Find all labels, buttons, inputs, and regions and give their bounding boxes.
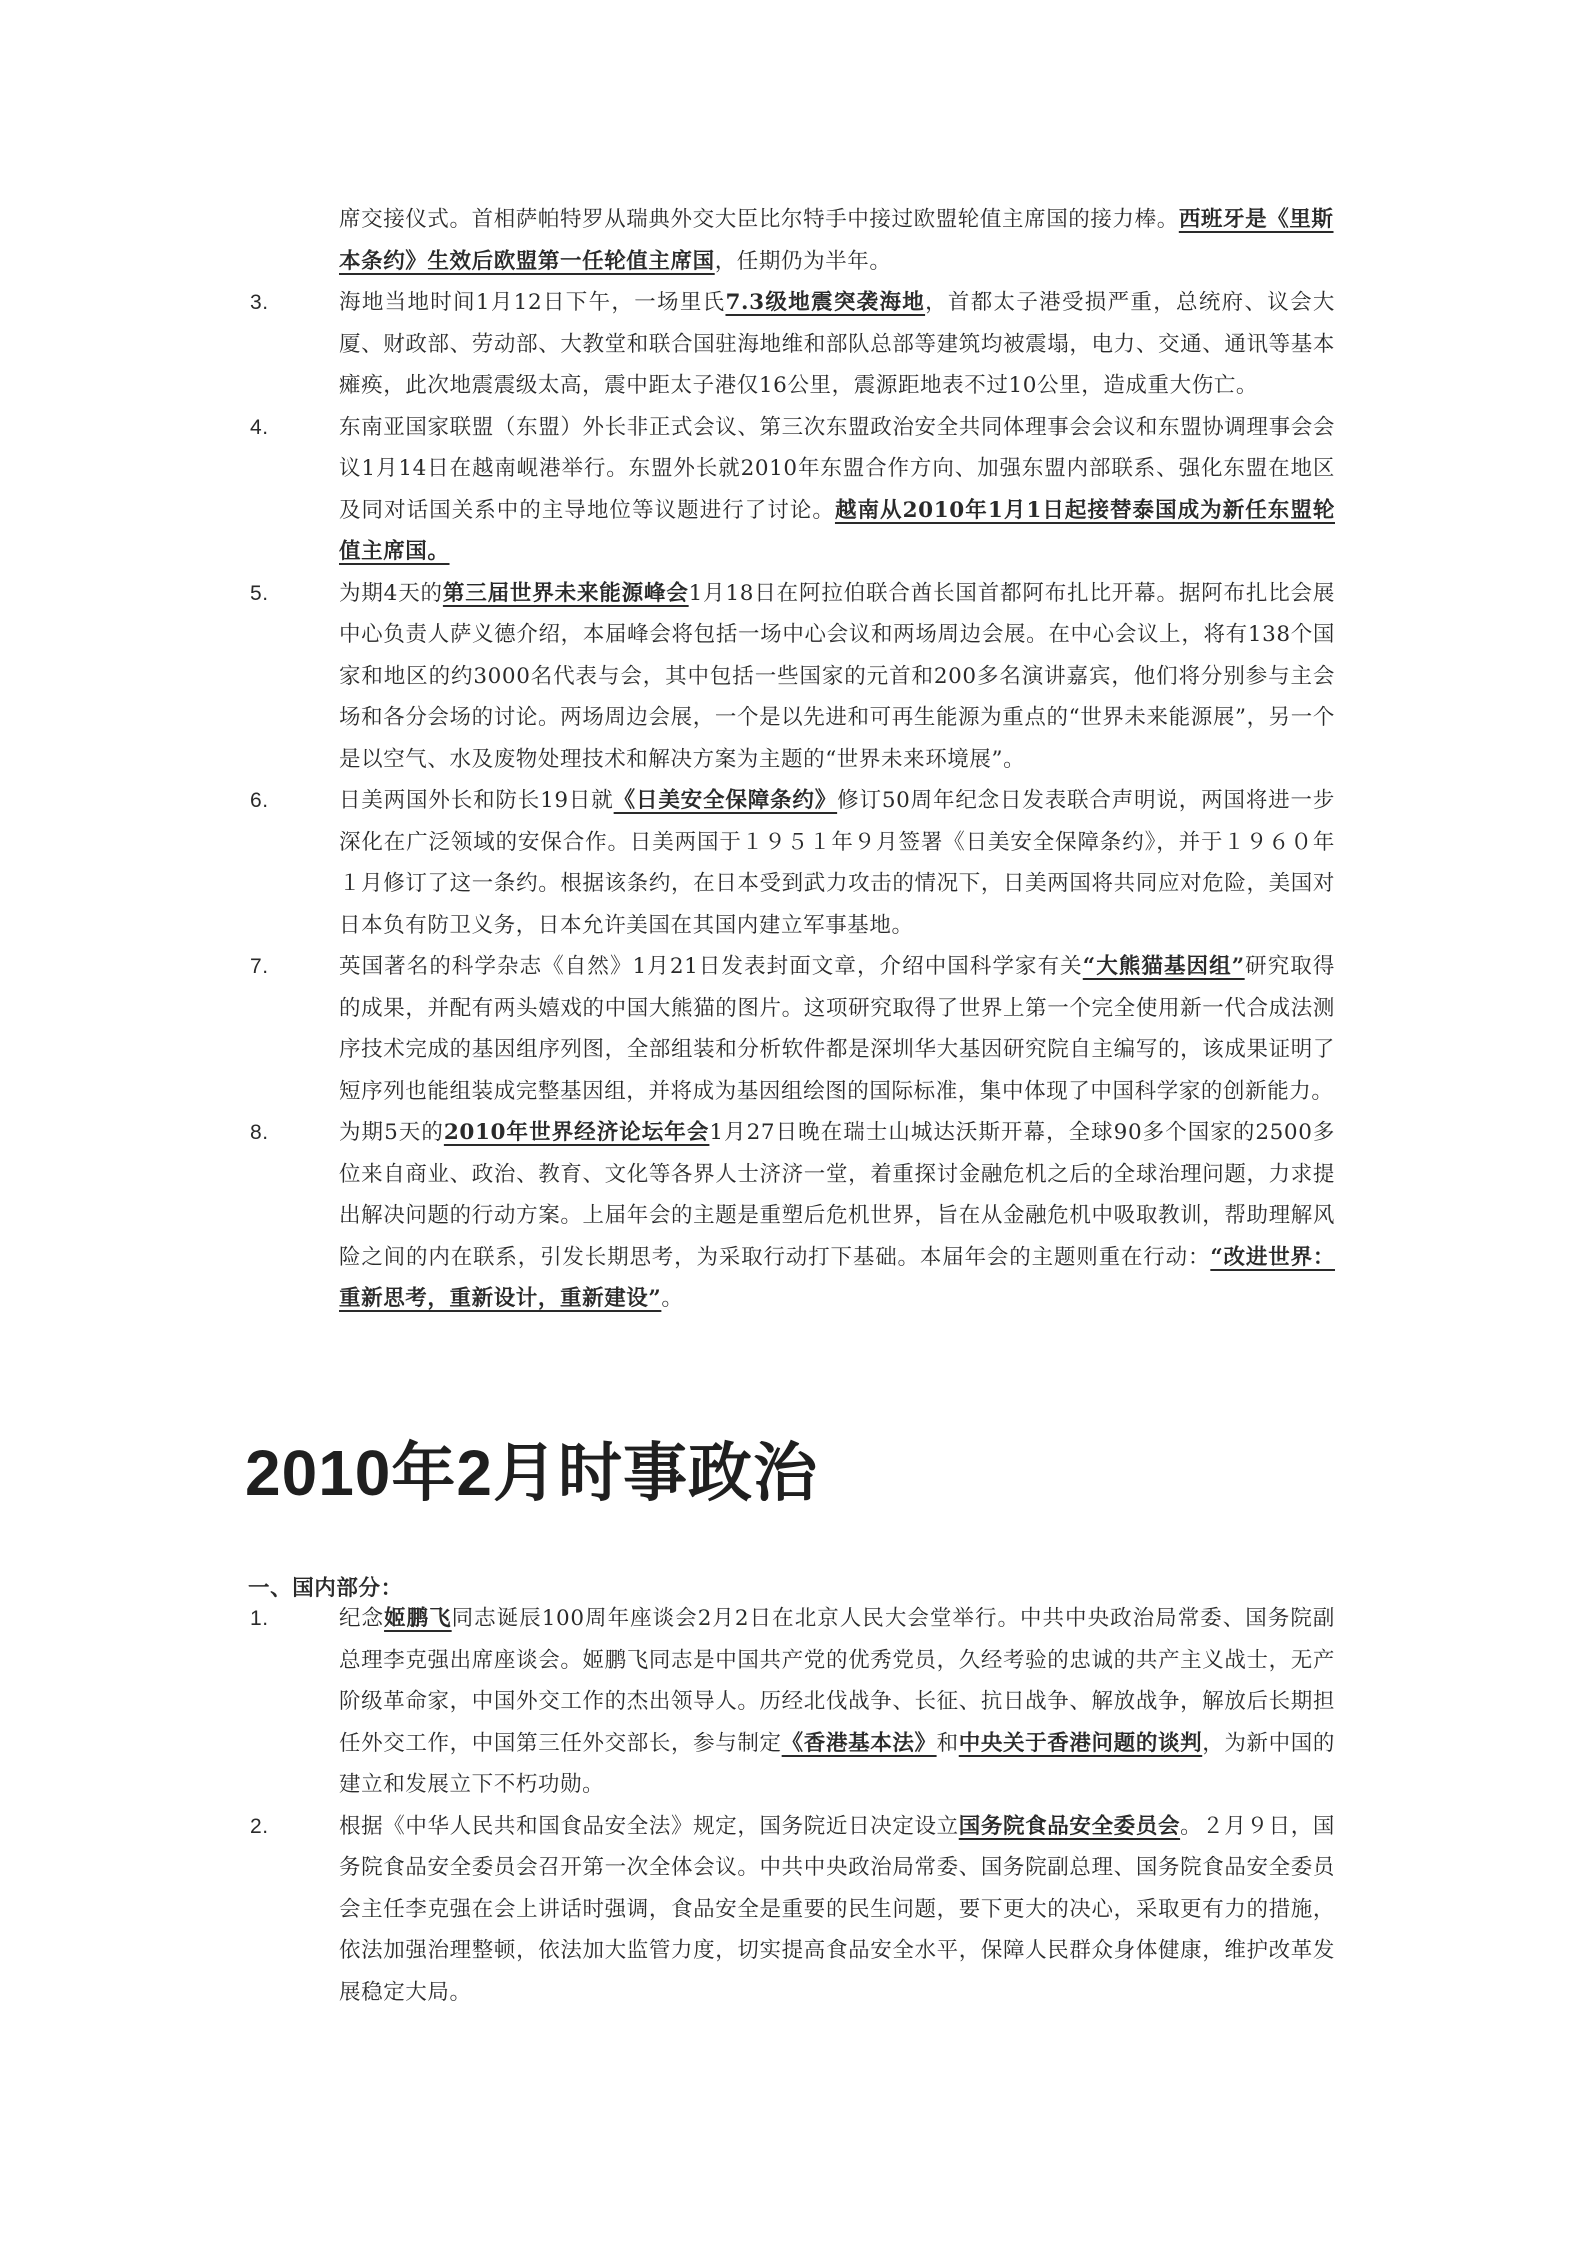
item-body [339, 1598, 1335, 1806]
highlight-text: 西班牙是《里斯本条约》生效后欧盟第一任轮值主席国 [339, 207, 1334, 274]
item-number: 7. [250, 955, 269, 978]
highlight-text: 国务院食品安全委员会 [958, 1813, 1181, 1839]
item-text: 根据《中华人民共和国食品安全法》规定，国务院近日决定设立 [339, 1813, 959, 1839]
item-number: 1. [250, 1607, 269, 1630]
item-text: 研究取得的成果，并配有两头嬉戏的中国大熊猫的图片。这项研究取得了世界上第一个完全使用新一代合成法测序技术完成的基因组序列图，全部组装和分析软件都是深圳华大基因研究院自主编写的，该成果证明了短序列也能组装成完整基因组，并将成为基因组绘图的国际标准，集中体现了中国科学家的创新能力。 [339, 954, 1335, 1104]
item-body [339, 407, 1335, 573]
item-text: 纪念 [339, 1606, 385, 1631]
subsection-heading: 一、国内部分： [248, 1576, 403, 1601]
item-number: 2. [250, 1814, 269, 1838]
item-number: 5. [250, 581, 269, 605]
section-heading: 2010年2月时事政治 [245, 1437, 818, 1509]
item-text: 为期4天的 [339, 580, 443, 606]
item-text: 1月18日在阿拉伯联合酋长国首都阿布扎比开幕。据阿布扎比会展中心负责人萨义德介绍，本届峰会将包括一场中心会议和两场周边会展。在中心会议上，将有138个国家和地区的约3000名代表与会，其中包括一些国家的元首和200多名演讲嘉宾，他们将分别参与主会场和各分会场的讨论。两场周边会展，一个是以先进和可再生能源为重点的“世界未来能源展”，另一个是以空气、水及废物处理技术和解决方案为主题的“世界未来环境展”。 [339, 580, 1335, 772]
news-list-january [250, 282, 1340, 1320]
intro-text: 席交接仪式。首相萨帕特罗从瑞典外交大臣比尔特手中接过欧盟轮值主席国的接力棒。 [339, 207, 1179, 232]
list-item [250, 282, 1340, 407]
list-item [250, 1112, 1340, 1320]
item-body [339, 282, 1335, 407]
item-text: 为期5天的 [339, 1120, 444, 1145]
list-item [250, 1598, 1340, 1806]
item-number: 6. [250, 789, 269, 812]
list-item [250, 1806, 1340, 2014]
item-text: 同志诞辰100周年座谈会2月2日在北京人民大会堂举行。中共中央政治局常委、国务院副总理李克强出席座谈会。姬鹏飞同志是中国共产党的优秀党员，久经考验的忠诚的共产主义战士，无产阶级革命家，中国外交工作的杰出领导人。历经北伐战争、长征、抗日战争、解放战争，解放后长期担任外交工作，中国第三任外交部长，参与制定 [339, 1606, 1335, 1756]
highlight-text: 《日美安全保障条约》 [613, 788, 838, 813]
highlight-text: 姬鹏飞 [384, 1606, 452, 1631]
intro-paragraph [339, 199, 1335, 282]
item-text: 日美两国外长和防长19日就 [339, 788, 614, 813]
item-number: 8. [250, 1121, 269, 1144]
item-body [339, 573, 1335, 781]
item-body [339, 946, 1335, 1112]
item-text: 1月27日晚在瑞士山城达沃斯开幕，全球90多个国家的2500多位来自商业、政治、教育、文化等各界人士济济一堂，着重探讨金融危机之后的全球治理问题，力求提出解决问题的行动方案。上届年会的主题是重塑后危机世界，旨在从金融危机中吸取教训，帮助理解风险之间的内在联系，引发长期思考，为采取行动打下基础。本届年会的主题则重在行动： [339, 1120, 1336, 1270]
list-item [250, 946, 1340, 1112]
item-text: 。２月９日，国务院食品安全委员会召开第一次全体会议。中共中央政治局常委、国务院副总理、国务院食品安全委员会主任李克强在会上讲话时强调，食品安全是重要的民生问题，要下更大的决心，采取更有力的措施，依法加强治理整顿，依法加大监管力度，切实提高食品安全水平，保障人民群众身体健康，维护改革发展稳定大局。 [339, 1813, 1335, 2005]
highlight-text: 越南从2010年1月1日起接替泰国成为新任东盟轮值主席国。 [339, 497, 1335, 564]
item-text: 修订50周年纪念日发表联合声明说，两国将进一步深化在广泛领域的安保合作。日美两国于１９５１年９月签署《日美安全保障条约》，并于１９６０年１月修订了这一条约。根据该条约，在日本受到武力攻击的情况下，日美两国将共同应对危险，美国对日本负有防卫义务，日本允许美国在其国内建立军事基地。 [339, 788, 1335, 938]
highlight-text: 第三届世界未来能源峰会 [442, 580, 689, 606]
item-body [339, 1112, 1335, 1320]
item-body [339, 780, 1335, 946]
item-number: 4. [250, 415, 269, 439]
item-text: 英国著名的科学杂志《自然》1月21日发表封面文章，介绍中国科学家有关 [339, 954, 1083, 979]
highlight-text: “大熊猫基因组” [1082, 954, 1245, 979]
item-text: 和 [936, 1730, 959, 1756]
item-text: 。 [661, 1286, 684, 1311]
item-text: ，为新中国的建立和发展立下不朽功勋。 [339, 1730, 1335, 1797]
list-item [250, 780, 1340, 946]
news-list-february [250, 1598, 1340, 2013]
highlight-text: 《香港基本法》 [781, 1730, 937, 1756]
item-number: 3. [250, 291, 269, 314]
highlight-text: 2010年世界经济论坛年会 [443, 1120, 710, 1145]
intro-text-end: ，任期仍为半年。 [714, 248, 892, 274]
highlight-text: “改进世界：重新思考，重新设计，重新建设” [339, 1244, 1336, 1311]
item-text: 海地当地时间1月12日下午，一场里氏 [339, 290, 726, 315]
highlight-text: 7.3级地震突袭海地 [725, 290, 926, 315]
item-text: ，首都太子港受损严重，总统府、议会大厦、财政部、劳动部、大教堂和联合国驻海地维和部队总部等建筑均被震塌，电力、交通、通讯等基本瘫痪，此次地震震级太高，震中距太子港仅16公里，震源距地表不过10公里，造成重大伤亡。 [339, 290, 1335, 398]
item-body [339, 1806, 1335, 2014]
list-item [250, 407, 1340, 573]
highlight-text: 中央关于香港问题的谈判 [958, 1730, 1203, 1756]
list-item [250, 573, 1340, 781]
item-text: 东南亚国家联盟（东盟）外长非正式会议、第三次东盟政治安全共同体理事会会议和东盟协调理事会会议1月14日在越南岘港举行。东盟外长就2010年东盟合作方向、加强东盟内部联系、强化东盟在地区及同对话国关系中的主导地位等议题进行了讨论。 [339, 414, 1335, 523]
